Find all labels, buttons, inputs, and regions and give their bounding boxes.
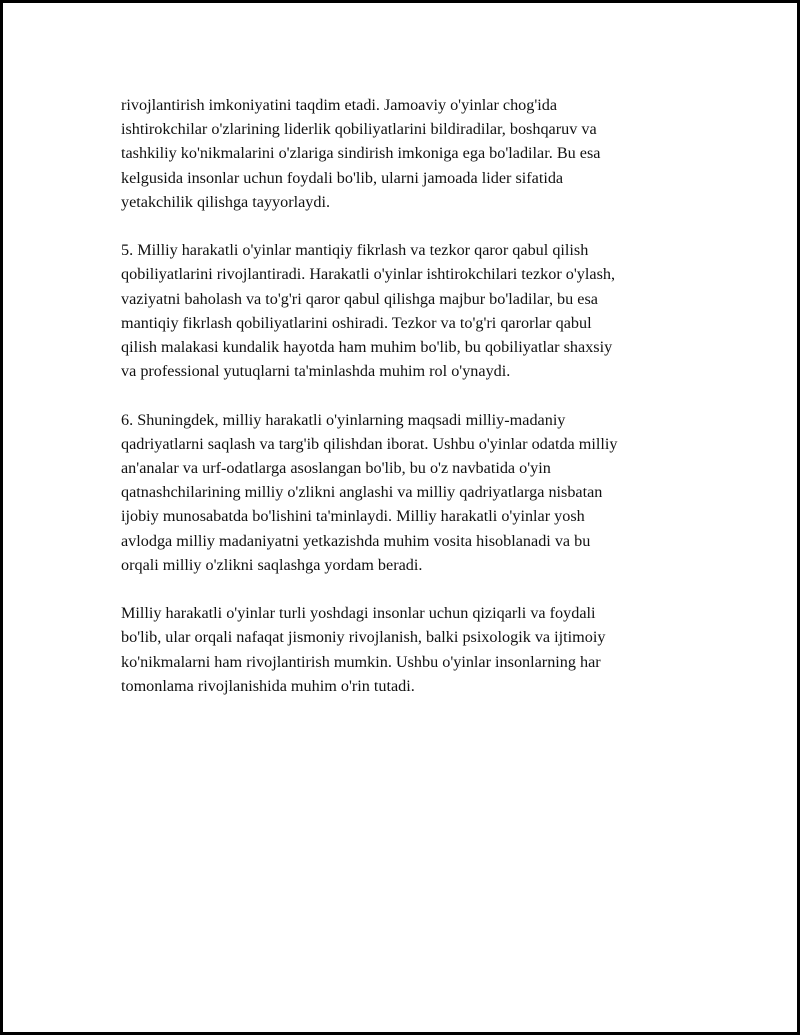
text-line: tomonlama rivojlanishida muhim o'rin tutadi. — [121, 676, 415, 695]
text-line: yetakchilik qilishga tayyorlaydi. — [121, 192, 331, 211]
document-body — [121, 93, 681, 722]
text-line: va professional yutuqlarni ta'minlashda muhim rol o'ynaydi. — [121, 362, 511, 381]
text-line: ijobiy munosabatda bo'lishini ta'minlaydi. Milliy harakatli o'yinlar yosh — [121, 507, 585, 526]
paragraph-leadership — [121, 93, 681, 214]
paragraph-point-5 — [121, 238, 681, 383]
paragraph-conclusion — [121, 601, 681, 698]
text-line: Milliy harakatli o'yinlar turli yoshdagi insonlar uchun qiziqarli va foydali — [121, 604, 596, 623]
text-line: mantiqiy fikrlash qobiliyatlarini oshiradi. Tezkor va to'g'ri qarorlar qabul — [121, 313, 592, 332]
text-line: qilish malakasi kundalik hayotda ham muhim bo'lib, bu qobiliyatlar shaxsiy — [121, 338, 613, 357]
text-line: qadriyatlarni saqlash va targ'ib qilishdan iborat. Ushbu o'yinlar odatda milliy — [121, 434, 618, 453]
text-line: 5. Milliy harakatli o'yinlar mantiqiy fikrlash va tezkor qaror qabul qilish — [121, 241, 589, 260]
text-line: vaziyatni baholash va to'g'ri qaror qabul qilishga majbur bo'ladilar, bu esa — [121, 289, 598, 308]
text-line: 6. Shuningdek, milliy harakatli o'yinlarning maqsadi milliy-madaniy — [121, 410, 566, 429]
text-line: ishtirokchilar o'zlarining liderlik qobiliyatlarini bildiradilar, boshqaruv va — [121, 120, 597, 139]
text-line: an'analar va urf-odatlarga asoslangan bo'lib, bu o'z navbatida o'yin — [121, 459, 551, 478]
paragraph-point-6 — [121, 408, 681, 577]
text-line: avlodga milliy madaniyatni yetkazishda muhim vosita hisoblanadi va bu — [121, 531, 591, 550]
text-line: bo'lib, ular orqali nafaqat jismoniy rivojlanish, balki psixologik va ijtimoiy — [121, 628, 606, 647]
text-line: kelgusida insonlar uchun foydali bo'lib, ularni jamoada lider sifatida — [121, 168, 564, 187]
text-line: orqali milliy o'zlikni saqlashga yordam beradi. — [121, 555, 423, 574]
text-line: tashkiliy ko'nikmalarini o'zlariga sindirish imkoniga ega bo'ladilar. Bu esa — [121, 144, 601, 163]
text-line: qatnashchilarining milliy o'zlikni anglashi va milliy qadriyatlarga nisbatan — [121, 483, 603, 502]
text-line: ko'nikmalarni ham rivojlantirish mumkin. Ushbu o'yinlar insonlarning har — [121, 652, 601, 671]
text-line: qobiliyatlarini rivojlantiradi. Harakatli o'yinlar ishtirokchilari tezkor o'ylash, — [121, 265, 616, 284]
text-line: rivojlantirish imkoniyatini taqdim etadi. Jamoaviy o'yinlar chog'ida — [121, 96, 558, 114]
